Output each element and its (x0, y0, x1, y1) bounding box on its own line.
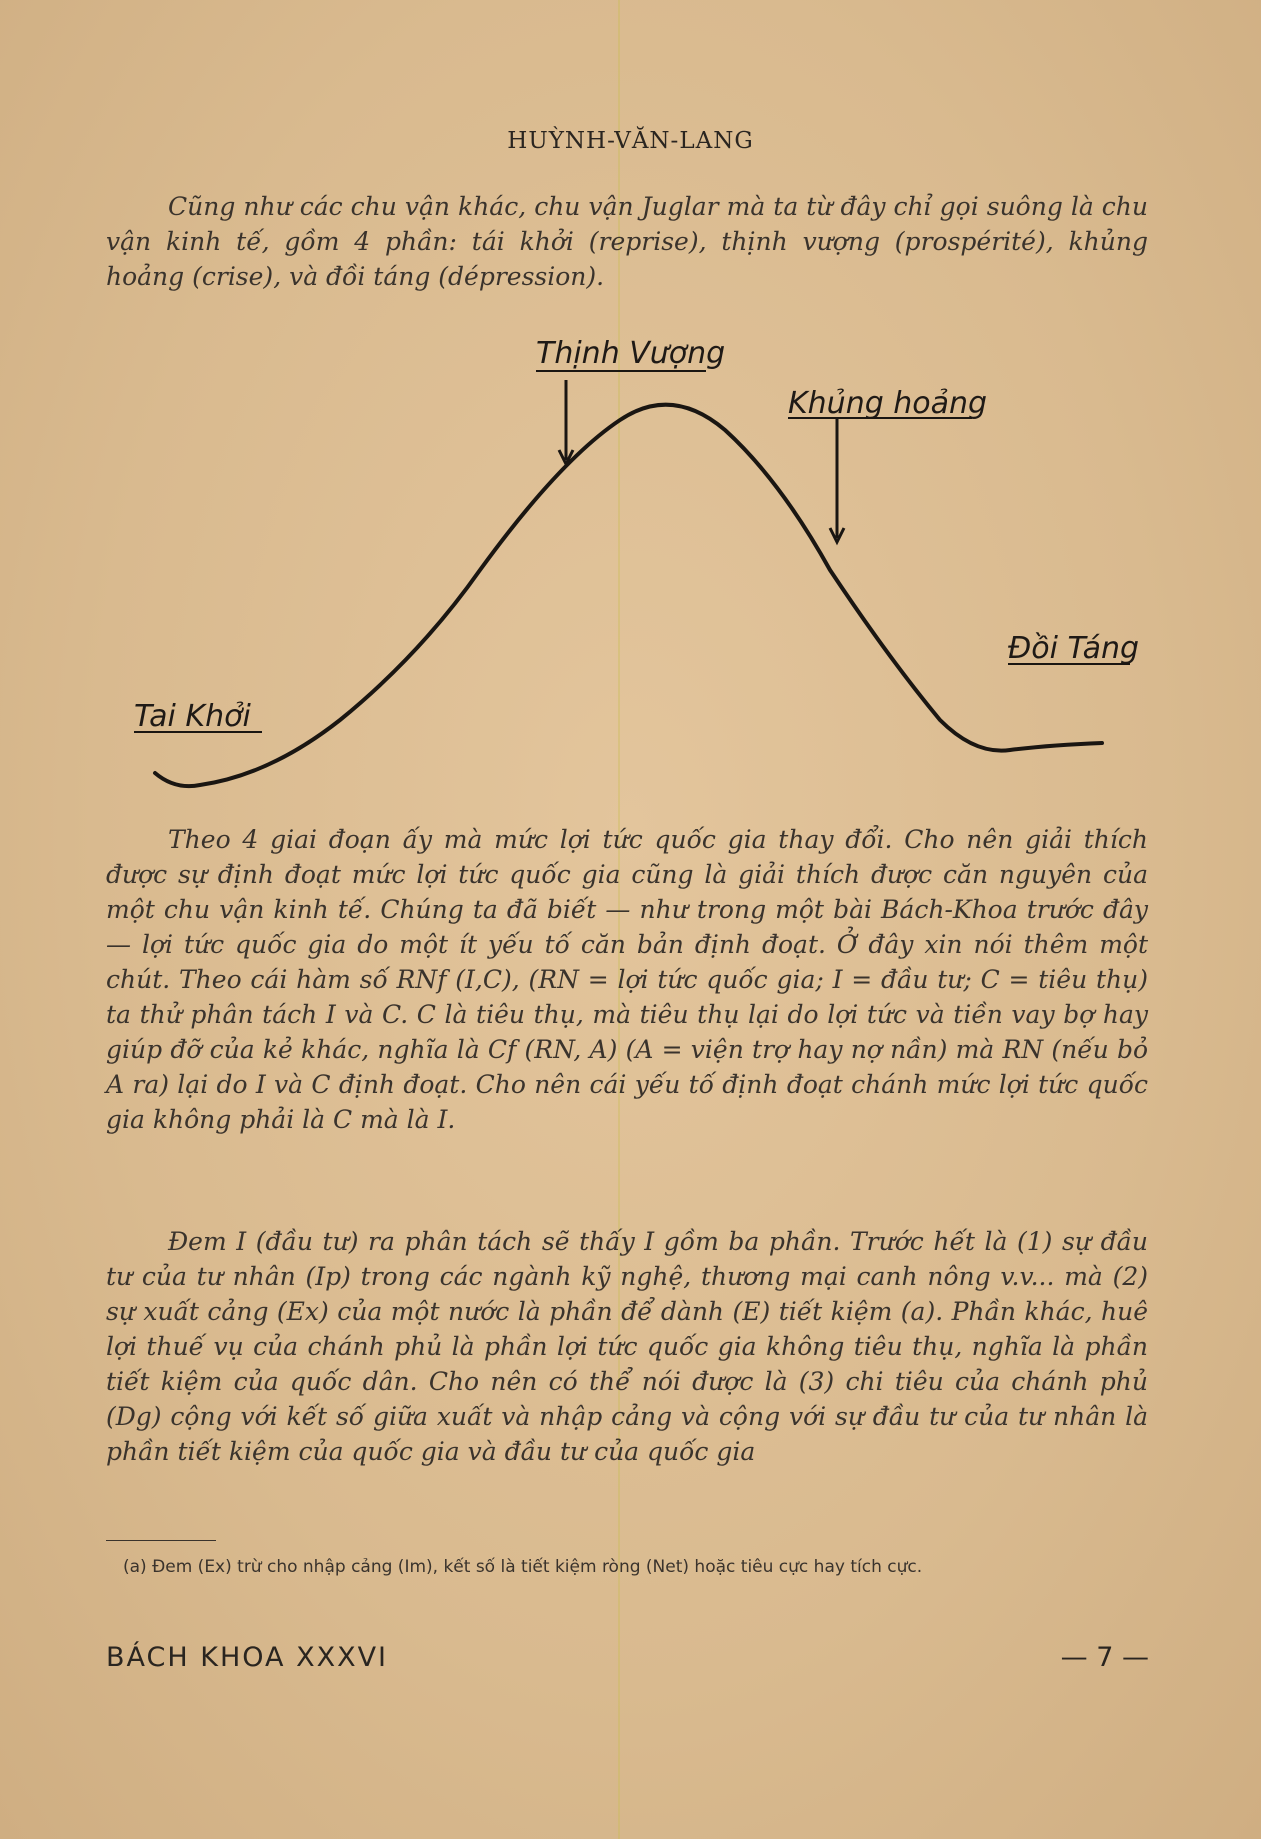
body-paragraph: Đem I (đầu tư) ra phân tách sẽ thấy I gồm ba phần. Trước hết là (1) sự đầu tư của tư nhân (Ip) trong các ngành kỹ nghệ, thương mại canh nông v.v... mà (2) sự xuất cảng (Ex) của một nước là phần để dành (E) tiết kiệm (a). Phần khác, huê lợi thuế vụ của chánh phủ là phần lợi tức quốc gia không tiêu thụ, nghĩa là phần tiết kiệm của quốc dân. Cho nên có thể nói được là (3) chi tiêu của chánh phủ (Dg) cộng với kết số giữa xuất và nhập cảng và cộng với sự đầu tư của tư nhân là phần tiết kiệm của quốc gia và đầu tư của quốc gia (106, 1227, 1148, 1466)
label-tai-khoi: Tai Khởi (134, 699, 251, 734)
label-doi-tang: Đồi Táng (1008, 631, 1140, 666)
footnote-rule (106, 1540, 216, 1541)
intro-paragraph: Cũng như các chu vận khác, chu vận Juglar mà ta từ đây chỉ gọi suông là chu vận kinh tế, gồm 4 phần: tái khởi (reprise), thịnh vượng (prospérité), khủng hoảng (crise), và đồi táng (dépression). (106, 192, 1148, 291)
label-thinh-vuong: Thịnh Vượng (536, 336, 726, 371)
running-header: HUỲNH-VĂN-LANG (507, 128, 754, 154)
footnote: (a) Đem (Ex) trừ cho nhập cảng (Im), kết số là tiết kiệm ròng (Net) hoặc tiêu cực hay tích cực. (123, 1557, 923, 1577)
body-paragraph: Theo 4 giai đoạn ấy mà mức lợi tức quốc gia thay đổi. Cho nên giải thích được sự định đoạt mức lợi tức quốc gia cũng là giải thích được căn nguyên của một chu vận kinh tế. Chúng ta đã biết — như trong một bài Bách-Khoa trước đây — lợi tức quốc gia do một ít yếu tố căn bản định đoạt. Ở đây xin nói thêm một chút. Theo cái hàm số RNf (I,C), (RN = lợi tức quốc gia; I = đầu tư; C = tiêu thụ) ta thử phân tách I và C. C là tiêu thụ, mà tiêu thụ lại do lợi tức và tiền vay bợ hay giúp đỡ của kẻ khác, nghĩa là Cf (RN, A) (A = viện trợ hay nợ nần) mà RN (nếu bỏ A ra) lại do I và C định đoạt. Cho nên cái yếu tố định đoạt chánh mức lợi tức quốc gia không phải là C mà là I. (106, 825, 1148, 1134)
business-cycle-diagram (0, 320, 1261, 800)
page-number: — 7 — (1060, 1642, 1149, 1673)
publication-title: BÁCH KHOA XXXVI (106, 1642, 389, 1673)
label-khung-hoang: Khủng hoảng (788, 386, 988, 421)
cycle-curve (155, 405, 1102, 786)
